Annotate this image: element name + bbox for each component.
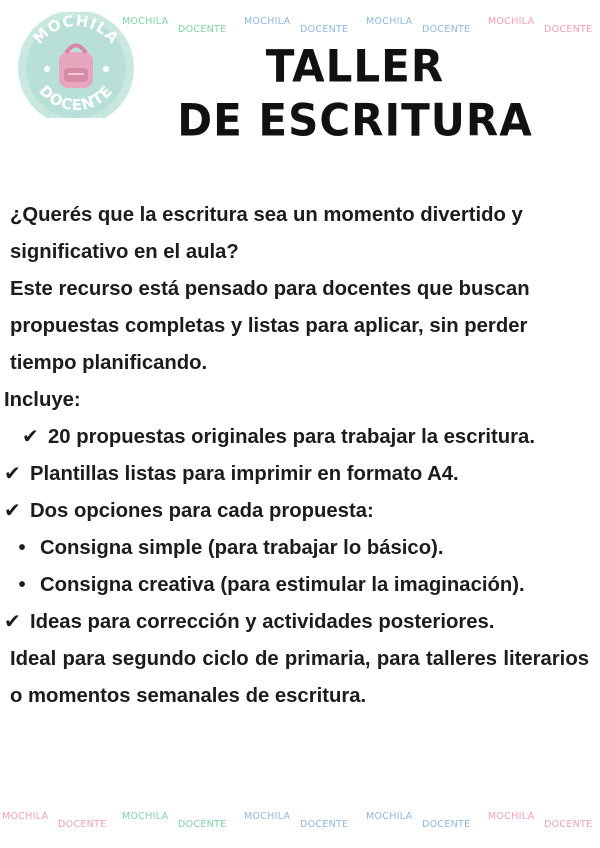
- bullet-icon: •: [18, 537, 26, 559]
- include-item-text: 20 propuestas originales para trabajar la escritura.: [48, 426, 535, 448]
- watermark-word: MOCHILA: [244, 16, 291, 27]
- include-item-3: [4, 493, 589, 530]
- bullet-icon: •: [18, 574, 26, 596]
- include-item-text: Plantillas listas para imprimir en formato A4.: [30, 463, 459, 485]
- check-icon: ✔: [22, 426, 39, 448]
- title-line-2: DE ESCRITURA: [177, 94, 533, 147]
- check-icon: ✔: [4, 500, 21, 522]
- mochila-docente-logo: [10, 12, 142, 118]
- watermark-word: DOCENTE: [300, 819, 349, 830]
- sub-item-1: [4, 530, 589, 567]
- intro-description: Este recurso está pensado para docentes que buscan propuestas completas y listas para aplicar, sin perder tiempo planificando.: [10, 278, 530, 374]
- watermark-word: DOCENTE: [422, 24, 471, 35]
- watermark-word: MOCHILA: [122, 16, 169, 27]
- logo-text-top: MOCHILA: [29, 12, 123, 48]
- watermark-word: DOCENTE: [58, 819, 107, 830]
- include-item-text: Ideas para corrección y actividades posteriores.: [30, 611, 495, 633]
- watermark-word: DOCENTE: [178, 24, 227, 35]
- watermark-word: MOCHILA: [488, 16, 535, 27]
- watermark-word: DOCENTE: [544, 819, 593, 830]
- sub-item-2: [4, 567, 589, 604]
- watermark-word: MOCHILA: [366, 16, 413, 27]
- include-item-2: [4, 456, 589, 493]
- logo-text-bottom: DOCENTE: [35, 81, 117, 115]
- watermark-word: DOCENTE: [300, 24, 349, 35]
- watermark-word: DOCENTE: [178, 819, 227, 830]
- check-icon: ✔: [4, 463, 21, 485]
- check-icon: ✔: [4, 611, 21, 633]
- watermark-word: MOCHILA: [488, 811, 535, 822]
- closing-paragraph: Ideal para segundo ciclo de primaria, para talleres literarios o momentos semanales de escritura.: [10, 648, 589, 707]
- watermark-word: MOCHILA: [244, 811, 291, 822]
- watermark-word: DOCENTE: [422, 819, 471, 830]
- description-body: [4, 197, 589, 715]
- include-item-4: [4, 604, 589, 641]
- sub-item-text: Consigna creativa (para estimular la imaginación).: [40, 574, 525, 596]
- title-line-1: TALLER: [265, 40, 445, 93]
- include-item-1: [4, 419, 589, 456]
- sub-item-text: Consigna simple (para trabajar lo básico).: [40, 537, 444, 559]
- intro-question: ¿Querés que la escritura sea un momento divertido y significativo en el aula?: [10, 204, 523, 263]
- watermark-word: MOCHILA: [366, 811, 413, 822]
- watermark-word: DOCENTE: [544, 24, 593, 35]
- watermark-word: MOCHILA: [122, 811, 169, 822]
- includes-label: Incluye:: [4, 389, 81, 411]
- include-item-text: Dos opciones para cada propuesta:: [30, 500, 374, 522]
- watermark-word: MOCHILA: [2, 811, 49, 822]
